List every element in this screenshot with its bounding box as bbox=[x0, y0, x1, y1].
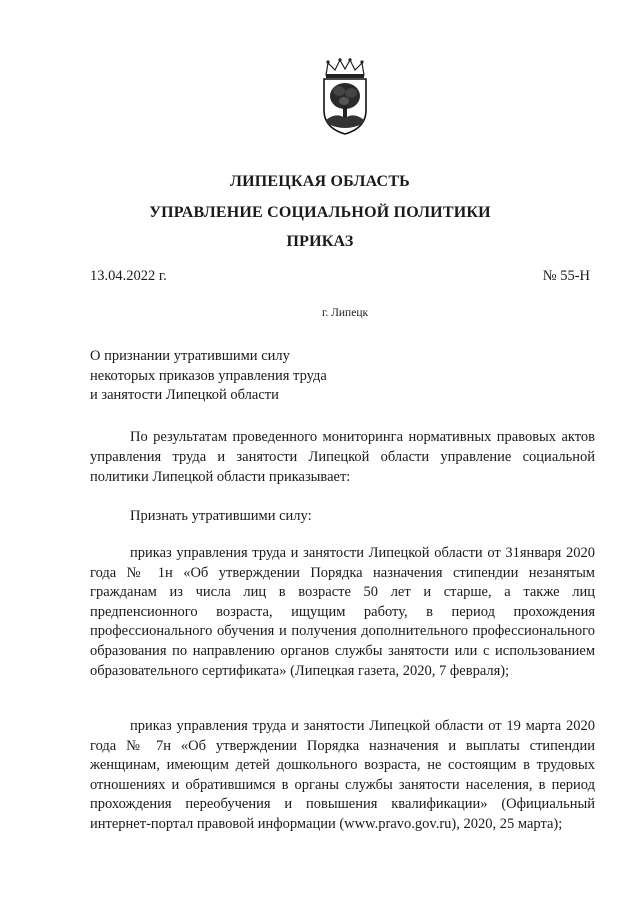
subject-line: некоторых приказов управления труда bbox=[90, 367, 327, 384]
repealed-order-item: приказ управления труда и занятости Липецкой области от 31января 2020 года № 1н «Об утверждении Порядка назначения стипендии незанятым гражданам из числа лиц в возрасте 50 лет и старше, а также лиц предпенсионного возраста, ищущим работу, в период прохождения профессионального обучения и получения дополнительного профессионального образования по направлению органов службы занятости или с использованием образовательного сертификата» (Липецкая газета, 2020, 7 февраля); bbox=[90, 545, 595, 679]
repealed-order-item: приказ управления труда и занятости Липецкой области от 19 марта 2020 года № 7н «Об утверждении Порядка назначения и выплаты стипендии женщинам, имеющим детей дошкольного возраста, не состоящим в трудовых отношениях и обратившимся в органы службы занятости населения, в период прохождения переобучения и повышения квалификации» (Официальный интернет-портал правовой информации (www.pravo.gov.ru), 2020, 25 марта); bbox=[90, 718, 595, 832]
document-number: № 55-Н bbox=[542, 268, 590, 284]
coat-of-arms-icon bbox=[318, 58, 372, 136]
department-title: УПРАВЛЕНИЕ СОЦИАЛЬНОЙ ПОЛИТИКИ bbox=[149, 204, 491, 221]
document-date: 13.04.2022 г. bbox=[90, 268, 167, 284]
document-city: г. Липецк bbox=[321, 307, 369, 319]
document-subject bbox=[90, 347, 327, 406]
directive-paragraph: Признать утратившими силу: bbox=[130, 508, 312, 524]
region-title: ЛИПЕЦКАЯ ОБЛАСТЬ bbox=[230, 173, 410, 190]
subject-line: О признании утратившими силу bbox=[90, 348, 290, 364]
subject-line: и занятости Липецкой области bbox=[90, 387, 279, 403]
document-type: ПРИКАЗ bbox=[286, 233, 354, 250]
preamble-paragraph: По результатам проведенного мониторинга нормативных правовых актов управления труда и занятости Липецкой области управление социальной политики Липецкой области приказывает: bbox=[90, 429, 595, 485]
